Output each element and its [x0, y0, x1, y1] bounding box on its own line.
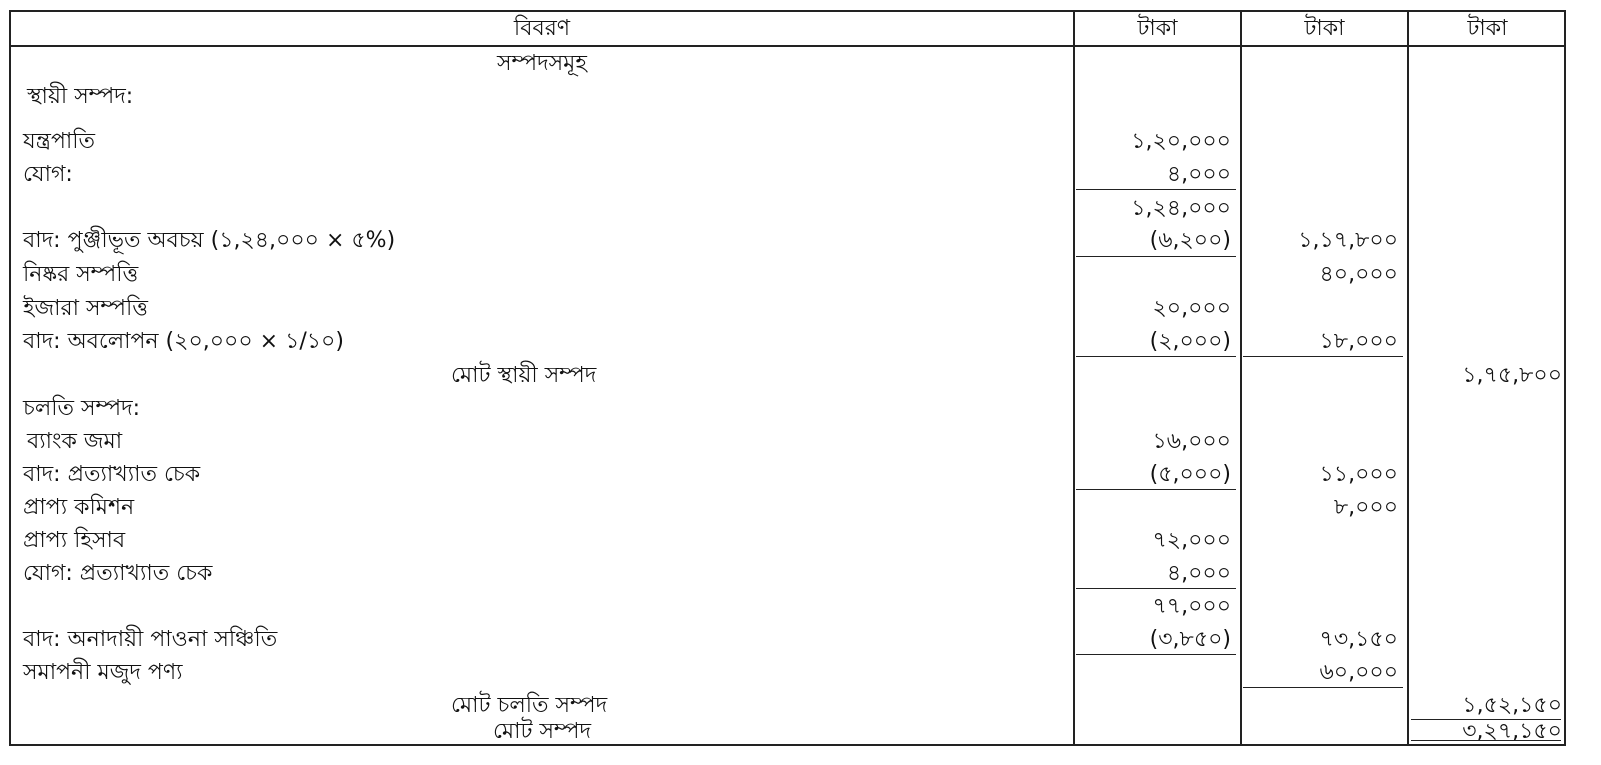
- table-row: [11, 292, 1568, 325]
- row-amount-col2: ১১,০০০: [1319, 462, 1398, 487]
- row-amount-col2: ৭৩,১৫০: [1319, 627, 1398, 652]
- table-row: [11, 590, 1568, 623]
- row-amount-col1: ৪,০০০: [1166, 162, 1231, 187]
- subtotal-rule: [1076, 189, 1236, 190]
- table-row: [11, 258, 1568, 291]
- subtotal-rule: [1076, 588, 1236, 589]
- row-description: সমাপনী মজুদ পণ্য: [23, 660, 183, 685]
- row-amount-col2: ৪০,০০০: [1319, 262, 1398, 287]
- row-amount-col1: (৩,৮৫০): [1149, 627, 1231, 652]
- table-row: [11, 524, 1568, 557]
- subtotal-rule: [1076, 489, 1236, 490]
- table-row: [11, 325, 1568, 358]
- table-row: [11, 192, 1568, 225]
- row-amount-col2: ৮,০০০: [1333, 495, 1398, 520]
- row-description: ইজারা সম্পত্তি: [23, 296, 149, 321]
- table-row: [11, 80, 1568, 113]
- table-row: [11, 458, 1568, 491]
- header-taka-col1: টাকা: [1137, 16, 1178, 41]
- row-amount-col1: ৭২,০০০: [1152, 528, 1231, 553]
- balance-sheet-table: [9, 10, 1566, 746]
- row-description: বাদ: অনাদায়ী পাওনা সঞ্চিতি: [23, 627, 278, 652]
- row-amount-col1: (৬,২০০): [1149, 228, 1231, 253]
- section-heading-assets: সম্পদসমূহ: [497, 51, 587, 76]
- table-row: [11, 125, 1568, 158]
- fixed-assets-heading: স্থায়ী সম্পদ:: [27, 84, 134, 109]
- row-amount-col2: ১৮,০০০: [1319, 329, 1398, 354]
- table-row: [11, 158, 1568, 191]
- row-description: বাদ: প্রত্যাখ্যাত চেক: [23, 462, 201, 487]
- row-description-text: বাদ: অবলোপন (২০,০০০ ×: [23, 329, 286, 354]
- row-description: প্রাপ্য হিসাব: [23, 528, 126, 553]
- header-description: বিবরণ: [513, 16, 571, 41]
- row-amount-col3: ৩,২৭,১৫০: [1462, 719, 1562, 744]
- table-row: [11, 392, 1568, 425]
- row-amount-col1: ১,২৪,০০০: [1131, 196, 1231, 221]
- row-amount-col1: ১৬,০০০: [1152, 429, 1231, 454]
- table-row: [11, 656, 1568, 689]
- row-description: যোগ:: [23, 162, 73, 187]
- fraction: ১/১০: [285, 329, 336, 354]
- row-description: প্রাপ্য কমিশন: [23, 495, 135, 520]
- row-amount-col3: ১,৫২,১৫০: [1462, 693, 1562, 718]
- table-row: [11, 425, 1568, 458]
- table-row: [11, 359, 1568, 392]
- table-row: [11, 623, 1568, 656]
- total-fixed-assets-label: মোট স্থায়ী সম্পদ: [451, 363, 597, 388]
- row-description: নিষ্কর সম্পত্তি: [23, 262, 139, 287]
- subtotal-rule: [1076, 356, 1236, 357]
- subtotal-rule: [1076, 654, 1236, 655]
- table-row: [11, 47, 1568, 80]
- header-taka-col3: টাকা: [1467, 16, 1508, 41]
- total-current-assets-label: মোট চলতি সম্পদ: [451, 693, 608, 718]
- total-assets-label: মোট সম্পদ: [493, 719, 592, 744]
- row-description: যন্ত্রপাতি: [23, 129, 96, 154]
- subtotal-rule: [1243, 356, 1403, 357]
- row-amount-col1: ৪,০০০: [1166, 561, 1231, 586]
- row-amount-col2: ১,১৭,৮০০: [1298, 228, 1398, 253]
- header-taka-col2: টাকা: [1304, 16, 1345, 41]
- row-description: ব্যাংক জমা: [27, 429, 123, 454]
- row-amount-col1: (৫,০০০): [1149, 462, 1231, 487]
- row-amount-col1: (২,০০০): [1149, 329, 1231, 354]
- row-amount-col1: ২০,০০০: [1152, 296, 1231, 321]
- subtotal-rule: [1076, 256, 1236, 257]
- row-description: যোগ: প্রত্যাখ্যাত চেক: [23, 561, 213, 586]
- current-assets-heading: চলতি সম্পদ:: [23, 396, 141, 421]
- table-row: [11, 715, 1568, 748]
- row-amount-col3: ১,৭৫,৮০০: [1462, 363, 1562, 388]
- subtotal-rule: [1243, 687, 1403, 688]
- row-description: বাদ: পুঞ্জীভূত অবচয় (১,২৪,০০০ × ৫%): [23, 228, 396, 253]
- grand-total-double-rule: [1411, 740, 1561, 741]
- row-amount-col1: ১,২০,০০০: [1131, 129, 1231, 154]
- grand-total-double-rule: [1411, 744, 1561, 745]
- table-row: [11, 224, 1568, 257]
- row-description: [23, 325, 344, 358]
- row-amount-col1: ৭৭,০০০: [1152, 594, 1231, 619]
- table-row: [11, 491, 1568, 524]
- row-description-end: ): [335, 329, 344, 354]
- row-amount-col2: ৬০,০০০: [1319, 660, 1398, 685]
- table-row: [11, 557, 1568, 590]
